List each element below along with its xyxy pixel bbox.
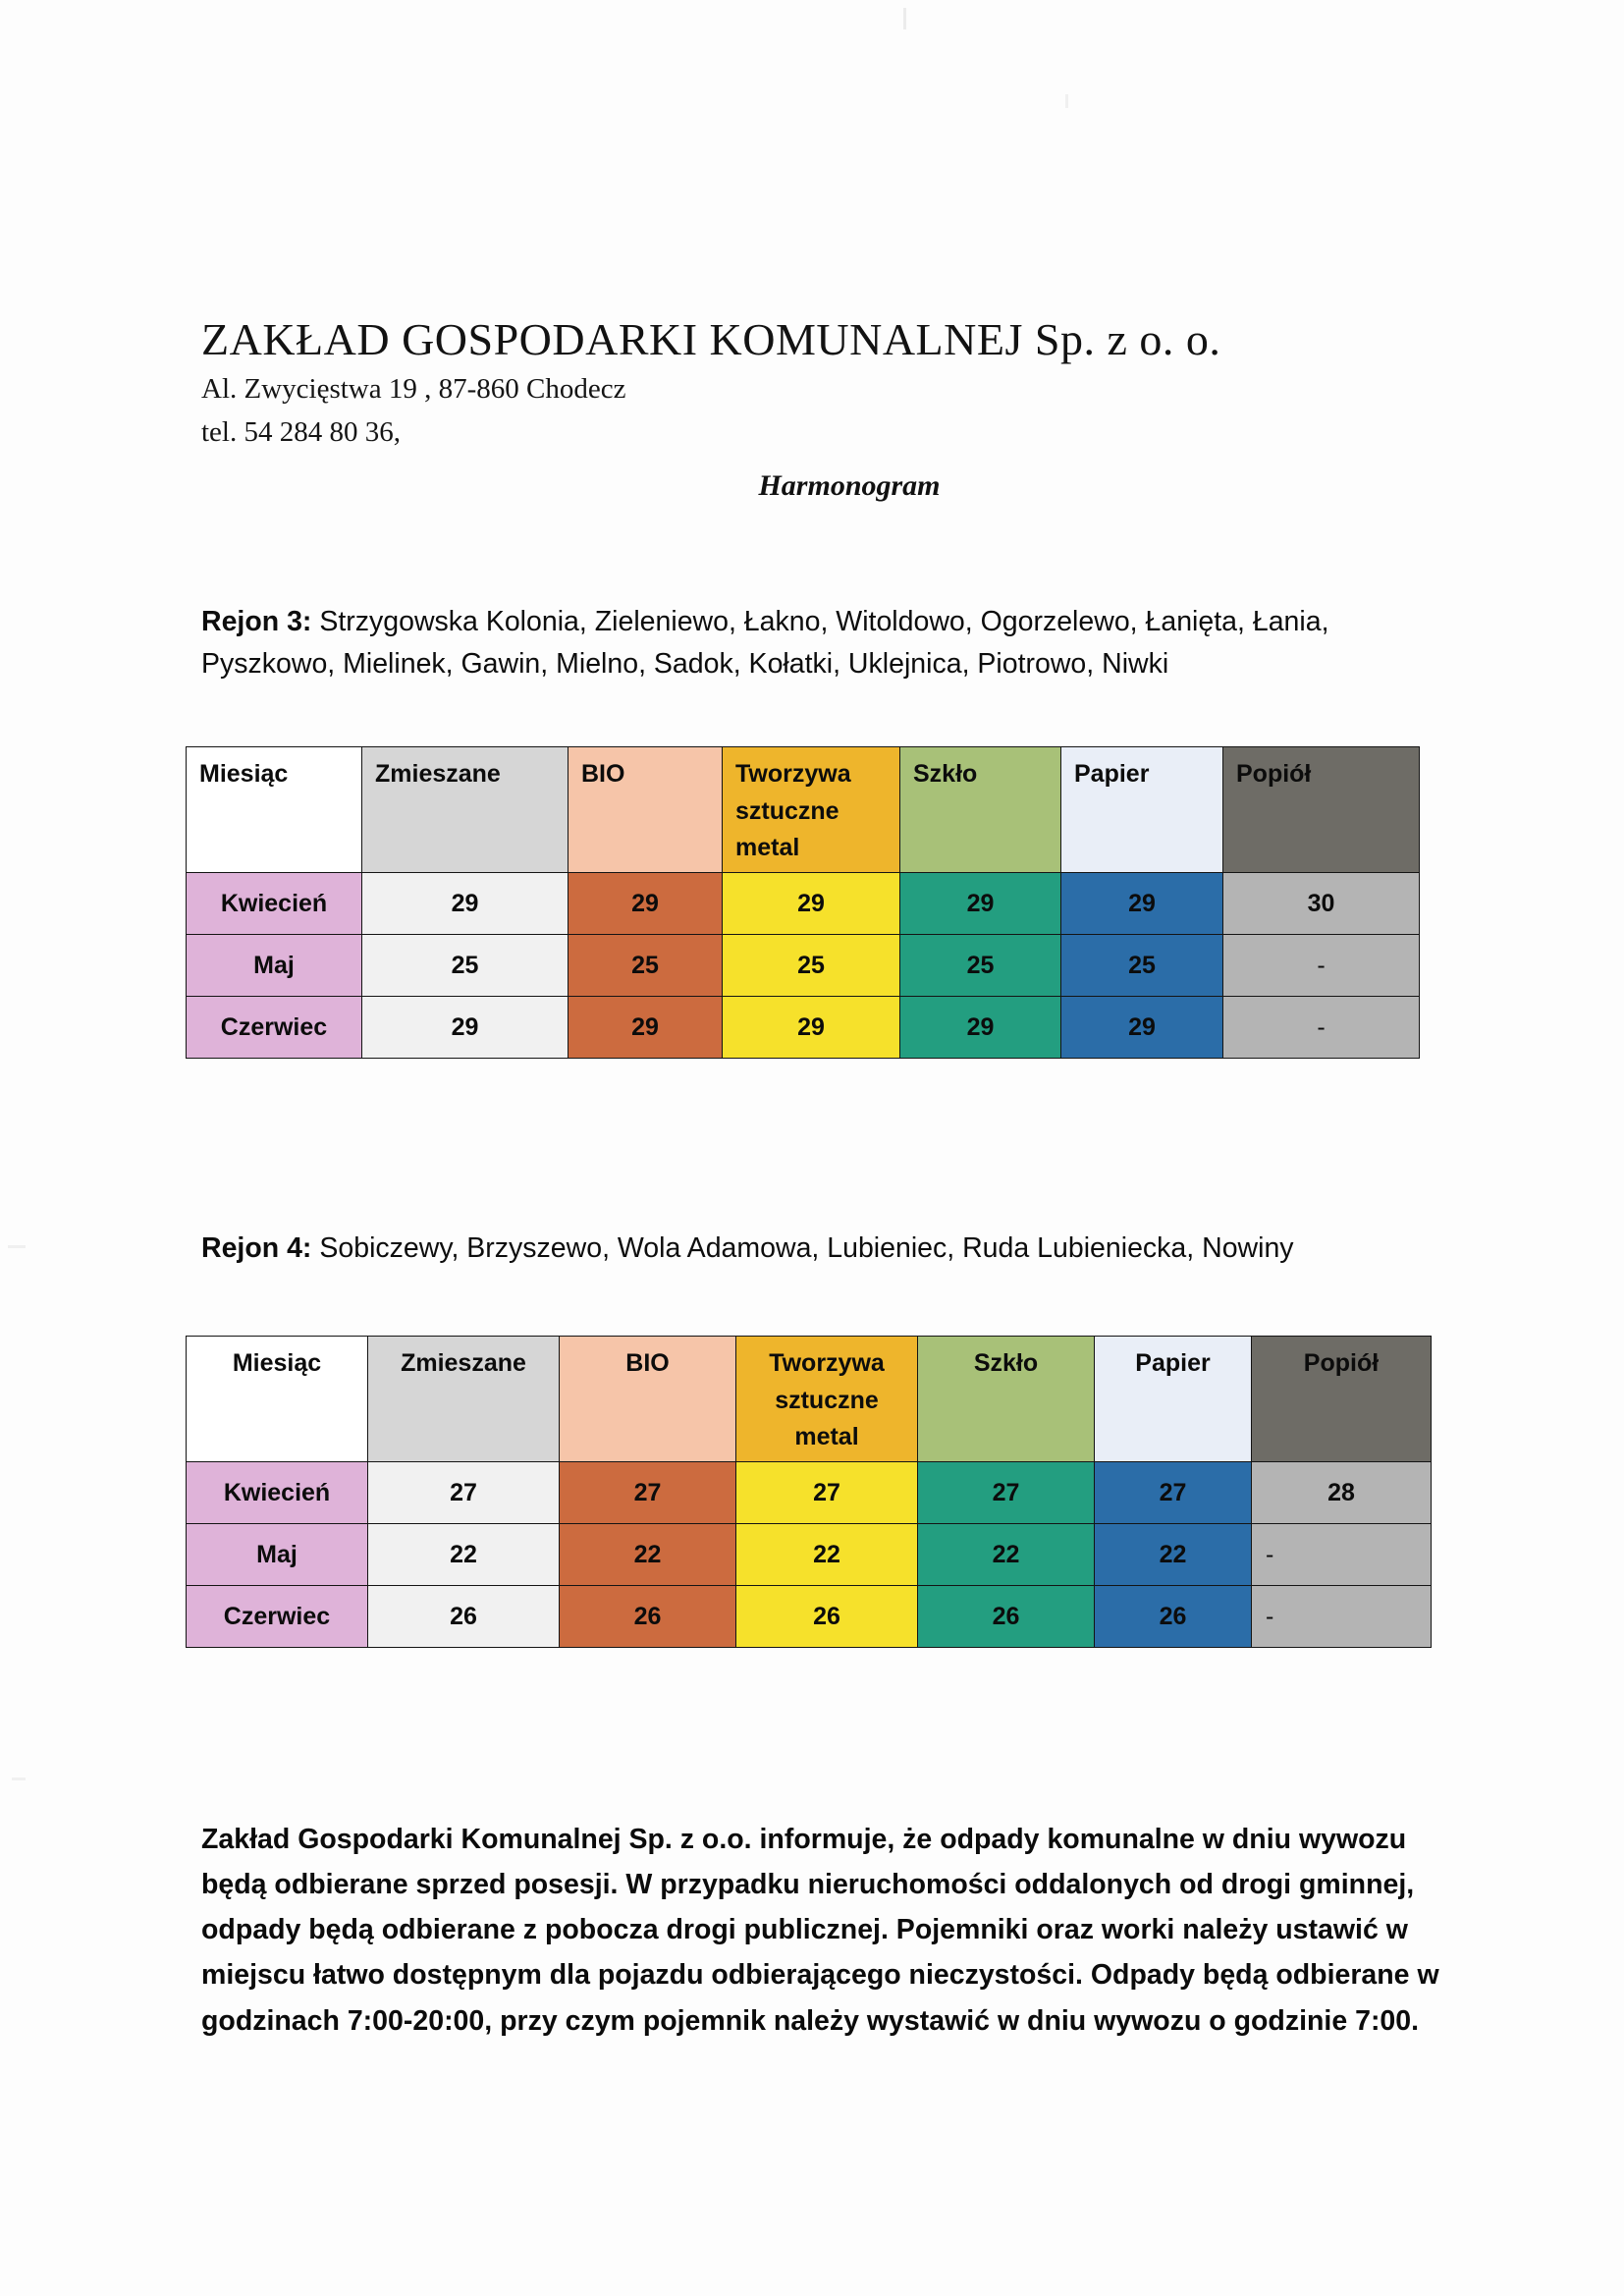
cell-mixed: 26 <box>368 1586 560 1648</box>
cell-bio: 27 <box>560 1462 736 1524</box>
cell-ash: - <box>1223 935 1420 997</box>
company-name: ZAKŁAD GOSPODARKI KOMUNALNEJ Sp. z o. o. <box>201 314 1221 364</box>
table-row <box>187 1462 1432 1524</box>
cell-ash: 30 <box>1223 873 1420 935</box>
col-header-mixed: Zmieszane <box>368 1337 560 1462</box>
col-header-glass: Szkło <box>900 747 1061 873</box>
cell-month: Kwiecień <box>187 1462 368 1524</box>
cell-glass: 25 <box>900 935 1061 997</box>
region-3-label: Rejon 3: <box>201 606 312 637</box>
cell-paper: 27 <box>1095 1462 1252 1524</box>
cell-paper: 22 <box>1095 1524 1252 1586</box>
cell-month: Maj <box>187 935 362 997</box>
cell-mixed: 29 <box>362 873 568 935</box>
cell-ash: - <box>1223 997 1420 1059</box>
col-header-month: Miesiąc <box>187 747 362 873</box>
col-header-plastics <box>736 1337 918 1462</box>
col-header-bio: BIO <box>568 747 723 873</box>
cell-bio: 26 <box>560 1586 736 1648</box>
schedule-table-region-4 <box>186 1336 1432 1648</box>
cell-mixed: 22 <box>368 1524 560 1586</box>
cell-ash: - <box>1252 1586 1432 1648</box>
region-4-label: Rejon 4: <box>201 1232 312 1264</box>
col-header-plastics-line1: Tworzywa <box>735 760 851 788</box>
cell-paper: 26 <box>1095 1586 1252 1648</box>
table-row <box>187 873 1420 935</box>
cell-plastics: 25 <box>723 935 900 997</box>
cell-month: Czerwiec <box>187 1586 368 1648</box>
col-header-plastics <box>723 747 900 873</box>
table-row <box>187 935 1420 997</box>
region-4-localities: Sobiczewy, Brzyszewo, Wola Adamowa, Lubieniec, Ruda Lubieniecka, Nowiny <box>311 1232 1294 1264</box>
cell-month: Kwiecień <box>187 873 362 935</box>
cell-glass: 29 <box>900 873 1061 935</box>
scan-speck <box>12 1777 26 1780</box>
cell-glass: 26 <box>918 1586 1095 1648</box>
cell-paper: 25 <box>1061 935 1223 997</box>
col-header-month: Miesiąc <box>187 1337 368 1462</box>
schedule-table-region-3 <box>186 746 1420 1059</box>
cell-bio: 29 <box>568 997 723 1059</box>
cell-plastics: 26 <box>736 1586 918 1648</box>
cell-mixed: 27 <box>368 1462 560 1524</box>
cell-plastics: 22 <box>736 1524 918 1586</box>
cell-month: Czerwiec <box>187 997 362 1059</box>
cell-plastics: 29 <box>723 997 900 1059</box>
table-header-row <box>187 1337 1432 1462</box>
region-3-description <box>201 601 1453 686</box>
region-3-localities: Strzygowska Kolonia, Zieleniewo, Łakno, Witoldowo, Ogorzelewo, Łanięta, Łania, Pyszkowo, Mielinek, Gawin, Mielno, Sadok, Kołatki, Uklejnica, Piotrowo, Niwki <box>201 606 1329 681</box>
col-header-plastics-line3: metal <box>735 834 800 861</box>
cell-paper: 29 <box>1061 873 1223 935</box>
col-header-plastics-line2: sztuczne <box>735 796 839 825</box>
cell-bio: 22 <box>560 1524 736 1586</box>
company-phone: tel. 54 284 80 36, <box>201 415 401 448</box>
cell-paper: 29 <box>1061 997 1223 1059</box>
cell-mixed: 25 <box>362 935 568 997</box>
footer-notice: Zakład Gospodarki Komunalnej Sp. z o.o. informuje, że odpady komunalne w dniu wywozu będą odbierane sprzed posesji. W przypadku nieruchomości oddalonych od drogi gminnej, odpady będą odbierane z pobocza drogi publicznej. Pojemniki oraz worki należy ustawić w miejscu łatwo dostępnym dla pojazdu odbierającego nieczystości. Odpady będą odbierane w godzinach 7:00-20:00, przy czym pojemnik należy wystawić w dniu wywozu o godzinie 7:00. <box>201 1824 1439 2037</box>
document-subtitle: Harmonogram <box>758 468 941 502</box>
col-header-plastics-line3: metal <box>794 1423 859 1450</box>
col-header-ash: Popiół <box>1223 747 1420 873</box>
col-header-glass: Szkło <box>918 1337 1095 1462</box>
col-header-plastics-line1: Tworzywa <box>769 1349 885 1377</box>
scan-speck <box>1065 94 1068 108</box>
cell-glass: 29 <box>900 997 1061 1059</box>
cell-ash: 28 <box>1252 1462 1432 1524</box>
letterhead <box>201 314 1458 503</box>
table-row <box>187 997 1420 1059</box>
col-header-plastics-line2: sztuczne <box>775 1386 879 1414</box>
table-header-row <box>187 747 1420 873</box>
col-header-paper: Papier <box>1061 747 1223 873</box>
cell-plastics: 27 <box>736 1462 918 1524</box>
table-row <box>187 1524 1432 1586</box>
cell-ash: - <box>1252 1524 1432 1586</box>
scan-speck <box>903 8 906 29</box>
cell-glass: 22 <box>918 1524 1095 1586</box>
col-header-bio: BIO <box>560 1337 736 1462</box>
cell-glass: 27 <box>918 1462 1095 1524</box>
scan-speck <box>8 1245 26 1248</box>
cell-bio: 25 <box>568 935 723 997</box>
region-4-description <box>201 1228 1453 1270</box>
cell-month: Maj <box>187 1524 368 1586</box>
cell-mixed: 29 <box>362 997 568 1059</box>
col-header-mixed: Zmieszane <box>362 747 568 873</box>
table-row <box>187 1586 1432 1648</box>
company-address: Al. Zwycięstwa 19 , 87-860 Chodecz <box>201 372 626 405</box>
cell-bio: 29 <box>568 873 723 935</box>
col-header-ash: Popiół <box>1252 1337 1432 1462</box>
cell-plastics: 29 <box>723 873 900 935</box>
col-header-paper: Papier <box>1095 1337 1252 1462</box>
